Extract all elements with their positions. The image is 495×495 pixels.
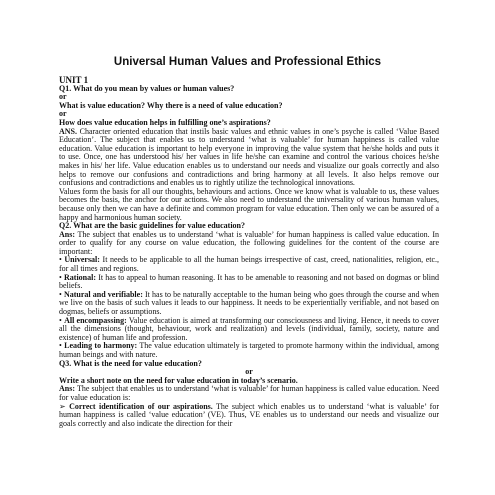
point-term: Correct identification of our aspirations.: [69, 401, 213, 411]
bullet-icon: •: [59, 272, 62, 282]
arrow-bullet-icon: ➢: [59, 401, 66, 411]
guideline-harmony: [59, 342, 439, 359]
document-title: Universal Human Values and Professional Ethics: [113, 56, 382, 68]
bullet-icon: •: [59, 255, 62, 265]
point-text: The subject which enables us to understand ‘what is valuable’ for human happiness is called ‘value education’ (VE). Thus, VE enables us to understand our needs and visualize our goals correctly and also indicate the direction for their: [59, 401, 440, 428]
q3-answer-intro-text: The subject that enables us to understand ‘what is valuable’ for human happiness is called value education. Need for value education is:: [59, 384, 440, 402]
guideline-term: Rational:: [64, 272, 97, 282]
q1-answer-text-1: Character oriented education that instils basic values and ethnic values in one’s psyche is called ‘Value Based Education’. The subject that enables us to understand ‘what is valuable’ for human happiness is called value education. Value education is important to help everyone in improving the value system that he/she holds and puts it to use. Once, one has understood his/ her values in life he/she can examine and control the various choices he/she makes in his/ her life. Value education enables us to understand our needs and visualize our goals correctly and also helps to remove our confusions and contradictions and bring harmony at all levels. It also helps remove our confusions and contradictions and enables us to rightly utilize the technological innovations.: [59, 126, 440, 188]
q2-question: Q2. What are the basic guidelines for value education?: [59, 221, 246, 231]
q3-answer-label: Ans:: [59, 384, 76, 394]
q3-point-aspirations: [59, 403, 439, 429]
guideline-term: All encompassing:: [64, 315, 127, 325]
q3-or: or: [245, 367, 253, 377]
guideline-term: Natural and verifiable:: [63, 289, 143, 299]
q3-question: Q3. What is the need for value education?: [59, 358, 202, 368]
q1-or-2: or: [59, 109, 67, 119]
q2-answer-intro-text: The subject that enables us to understand ‘what is valuable’ for human happiness is called value education. In order to qualify for any course on value education, the following guidelines for the content of the course are important:: [59, 229, 439, 256]
bullet-icon: •: [59, 315, 62, 325]
q1-question-alt-2: How does value education helps in fulfilling one’s aspirations?: [59, 117, 271, 127]
q2-answer-intro: [59, 231, 439, 257]
guideline-text: It has to be naturally acceptable to the human being who goes through the course and when we live on the basis of such values it leads to our happiness. It needs to be experientially verifiable, and not based on dogmas, beliefs or assumptions.: [59, 289, 440, 317]
q3-answer-intro: [59, 385, 439, 402]
guideline-term: Universal:: [64, 255, 100, 265]
guideline-text: Value education is aimed at transforming our consciousness and living. Hence, it needs to cover all the dimensions (thought, behaviour, work and realization) and levels (individual, family, society, nature and existence) of human life and profession.: [59, 315, 439, 342]
q1-answer-paragraph-2: Values form the basis for all our thoughts, behaviours and actions. Once we know what is valuable to us, these values becomes the basis, the anchor for our actions. We also need to understand the universality of various human values, because only then we can have a definite and common program for value education. Then only we can be assured of a happy and harmonious human society.: [59, 186, 439, 222]
guideline-rational: [59, 274, 439, 291]
q1-answer-label: ANS.: [59, 126, 78, 136]
guideline-text: It has to appeal to human reasoning. It has to be amenable to reasoning and not based on dogmas or blind beliefs.: [59, 272, 440, 291]
guideline-text: It needs to be applicable to all the human beings irrespective of cast, creed, nationalities, religion, etc., for all times and regions.: [59, 255, 440, 274]
guideline-term: Leading to harmony:: [64, 341, 138, 351]
unit-heading: UNIT 1: [59, 75, 89, 85]
guideline-text: The value education ultimately is targeted to promote harmony within the individual, among human beings and with nature.: [59, 341, 440, 359]
q1-answer-paragraph-1: [59, 128, 439, 188]
guideline-natural-verifiable: [59, 291, 439, 317]
q1-question: Q1. What do you mean by values or human values?: [59, 83, 235, 93]
bullet-icon: •: [59, 341, 62, 351]
q1-or-1: or: [59, 92, 67, 102]
q2-answer-label: Ans:: [59, 229, 76, 239]
q1-question-alt-1: What is value education? Why there is a need of value education?: [59, 100, 283, 110]
document-body: [59, 76, 439, 428]
bullet-icon: •: [59, 289, 62, 299]
q3-question-alt: Write a short note on the need for value education in today’s scenario.: [59, 375, 298, 385]
guideline-universal: [59, 256, 439, 273]
guideline-all-encompassing: [59, 317, 439, 343]
